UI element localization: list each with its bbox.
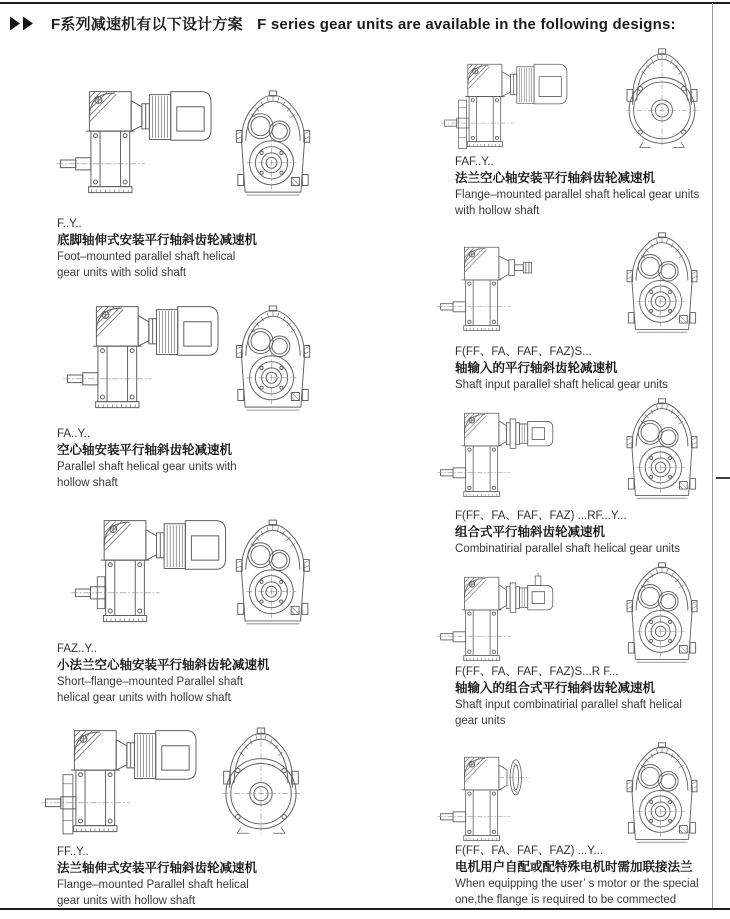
- gearbox-flange-front-drawing: [216, 725, 306, 837]
- label-en-line1: Flange–mounted parallel shaft helical gear units: [455, 189, 700, 201]
- gearbox-with-motor-side-drawing: [55, 84, 215, 198]
- figure-f-rf-combination: [436, 396, 704, 501]
- page-title-zh: F系列减速机有以下设计方案: [51, 16, 243, 33]
- model-code: FAZ..Y..: [57, 643, 98, 655]
- label-en-line1: Parallel shaft helical gear units with: [57, 461, 237, 473]
- figure-f-y: [55, 84, 317, 198]
- figure-f-s-rf-shaft-input-combination: [436, 560, 704, 665]
- label-en-line1: When equipping the user’ s motor or the special: [455, 878, 699, 890]
- model-code: F(FF、FA、FAF、FAZ)S...: [455, 346, 592, 358]
- label-zh: 底脚轴伸式安装平行轴斜齿轮减速机: [57, 233, 258, 247]
- gearbox-front-drawing: [620, 560, 704, 665]
- page-top-border: [0, 2, 730, 4]
- label-zh: 组合式平行轴斜齿轮减速机: [455, 525, 606, 539]
- unit-label-faf-y: [455, 154, 717, 219]
- label-zh: 轴输入的平行轴斜齿轮减速机: [455, 361, 618, 375]
- label-zh: 小法兰空心轴安装平行轴斜齿轮减速机: [57, 658, 270, 672]
- model-code: F..Y..: [57, 218, 82, 230]
- label-en-line1: Short–flange–mounted Parallel shaft: [57, 676, 244, 688]
- gearbox-flange-front-drawing: [620, 46, 704, 151]
- page-edge-mark: [716, 477, 730, 479]
- label-zh: 电机用户自配或配特殊电机时需加联接法兰: [455, 860, 693, 874]
- unit-label-fa-y: [57, 426, 319, 491]
- gearbox-front-drawing: [620, 230, 704, 335]
- gearbox-with-motor-output-flange-side-drawing: [440, 58, 570, 151]
- label-zh: 法兰轴伸式安装平行轴斜齿轮减速机: [57, 861, 258, 875]
- gearbox-front-drawing: [620, 740, 704, 845]
- label-zh: 空心轴安装平行轴斜齿轮减速机: [57, 443, 233, 457]
- gearbox-front-drawing: [229, 88, 317, 198]
- label-en-line2: one,the flange is required to be commected: [455, 894, 677, 906]
- label-en-line1: Shaft input parallel shaft helical gear units: [455, 379, 668, 391]
- label-en-line2: helical gear units with hollow shaft: [57, 692, 231, 704]
- label-zh: 轴输入的组合式平行轴斜齿轮减速机: [455, 681, 656, 695]
- gearbox-with-motor-adapter-flange-side-drawing: [436, 751, 568, 845]
- unit-label-f-motor-flange: [455, 843, 717, 908]
- label-en-line2: hollow shaft: [57, 477, 118, 489]
- figure-f-s-shaft-input: [436, 230, 704, 335]
- model-code: F(FF、FA、FAF、FAZ) ...Y...: [455, 845, 604, 857]
- label-en-line2: gear units with hollow shaft: [57, 895, 196, 907]
- label-zh: 法兰空心轴安装平行轴斜齿轮减速机: [455, 171, 656, 185]
- gearbox-with-input-shaft-side-drawing: [436, 241, 568, 335]
- model-code: FF..Y..: [57, 846, 89, 858]
- gearbox-with-motor-output-flange-side-drawing: [40, 723, 200, 837]
- model-code: F(FF、FA、FAF、FAZ) ...RF...Y...: [455, 510, 627, 522]
- label-en-line1: Flange–mounted Parallel shaft helical: [57, 879, 249, 891]
- figure-f-motor-flange: [436, 740, 704, 845]
- gearbox-with-motor-short-flange-side-drawing: [70, 513, 229, 627]
- model-code: FAF..Y..: [455, 156, 494, 168]
- label-en-line1: Foot–mounted parallel shaft helical: [57, 251, 236, 263]
- figure-ff-y: [40, 723, 306, 837]
- model-code: FA..Y..: [57, 428, 91, 440]
- page-title-en: F series gear units are available in the following designs:: [257, 16, 676, 33]
- gearbox-with-combined-r-unit-side-drawing: [436, 407, 568, 501]
- page-title: [51, 13, 676, 34]
- unit-label-f-s: [455, 344, 717, 393]
- section-header: [8, 13, 676, 34]
- unit-label-ff-y: [57, 844, 319, 909]
- unit-label-f-y: [57, 216, 319, 281]
- label-en-line2: gear units: [455, 715, 506, 727]
- label-en-line1: Combinatirial parallel shaft helical gear units: [455, 543, 681, 555]
- double-chevron-right-icon: [8, 15, 38, 32]
- figure-fa-y: [62, 299, 317, 413]
- gearbox-with-combined-r-unit-shaft-input-side-drawing: [436, 571, 568, 665]
- label-en-line1: Shaft input combinatirial parallel shaft helical: [455, 699, 682, 711]
- unit-label-f-s-rf: [455, 664, 717, 729]
- gearbox-front-drawing: [229, 303, 317, 413]
- unit-label-f-rf: [455, 508, 717, 557]
- model-code: F(FF、FA、FAF、FAZ)S...R F...: [455, 666, 619, 678]
- figure-faf-y: [440, 46, 704, 151]
- gearbox-with-motor-side-drawing: [62, 299, 222, 413]
- figure-faz-y: [70, 513, 317, 627]
- label-en-line2: with hollow shaft: [455, 205, 540, 217]
- gearbox-front-drawing: [229, 517, 317, 627]
- page-right-border: [712, 3, 713, 908]
- label-en-line2: gear units with solid shaft: [57, 267, 187, 279]
- gearbox-front-drawing: [620, 396, 704, 501]
- unit-label-faz-y: [57, 641, 319, 706]
